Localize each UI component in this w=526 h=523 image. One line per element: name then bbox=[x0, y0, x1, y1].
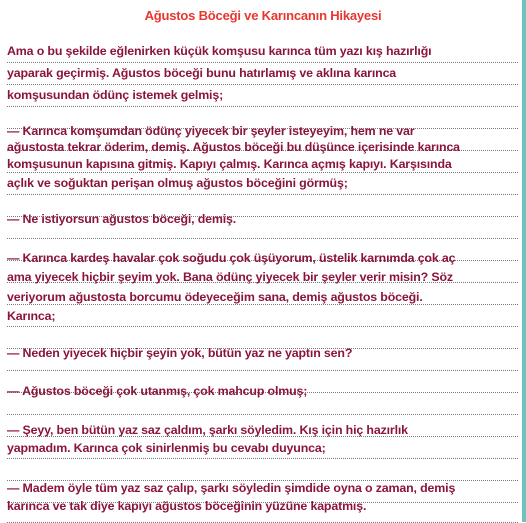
story-line: — Ne istiyorsun ağustos böceği, demiş. bbox=[7, 212, 237, 226]
story-line: — Madem öyle tüm yaz saz çalıp, şarkı söyledin şimdide oyna o zaman, demiş bbox=[7, 481, 456, 495]
story-line: — Ağustos böceği çok utanmış, çok mahcup olmuş; bbox=[7, 384, 308, 398]
story-line: Karınca; bbox=[7, 309, 56, 323]
story-line: ağustosta tekrar öderim, demiş. Ağustos böceği bu düşünce içerisinde karınca bbox=[7, 140, 460, 154]
ruled-line bbox=[7, 460, 518, 481]
story-line: Ama o bu şekilde eğlenirken küçük komşusu karınca tüm yazı kış hazırlığı bbox=[7, 44, 432, 58]
story-line: yaparak geçirmiş. Ağustos böceği bunu hatırlamış ve aklına karınca bbox=[7, 66, 397, 80]
story-line: yapmadım. Karınca çok sinirlenmiş bu cevabı duyunca; bbox=[7, 441, 326, 455]
story-line: — Karınca komşumdan ödünç yiyecek bir şeyler isteyeyim, hem ne var bbox=[7, 124, 415, 138]
story-line: — Şeyy, ben bütün yaz saz çaldım, şarkı söyledim. Kış için hiç hazırlık bbox=[7, 423, 408, 437]
story-line: karınca ve tak diye kapıyı ağustos böceğinin yüzüne kapatmış. bbox=[7, 499, 367, 513]
story-line: — Karınca kardeş havalar çok soğudu çok üşüyorum, üstelik karnımda çok aç bbox=[7, 251, 456, 265]
story-line: veriyorum ağustosta borcumu ödeyeceğim sana, demiş ağustos böceği. bbox=[7, 290, 423, 304]
story-line: komşusunun kapısına gitmiş. Kapıyı çalmış. Karınca açmış kapıyı. Karşısında bbox=[7, 157, 452, 171]
story-line: — Neden yiyecek hiçbir şeyin yok, bütün yaz ne yaptın sen? bbox=[7, 346, 353, 360]
story-line: ama yiyecek hiçbir şeyim yok. Bana ödünç yiyecek bir şeyler verir misin? Söz bbox=[7, 270, 453, 284]
story-line: komşusundan ödünç istemek gelmiş; bbox=[7, 88, 224, 102]
story-line: açlık ve soğuktan perişan olmuş ağustos böceğini görmüş; bbox=[7, 176, 348, 190]
decorative-border bbox=[522, 0, 526, 522]
story-title: Ağustos Böceği ve Karıncanın Hikayesi bbox=[144, 8, 382, 23]
